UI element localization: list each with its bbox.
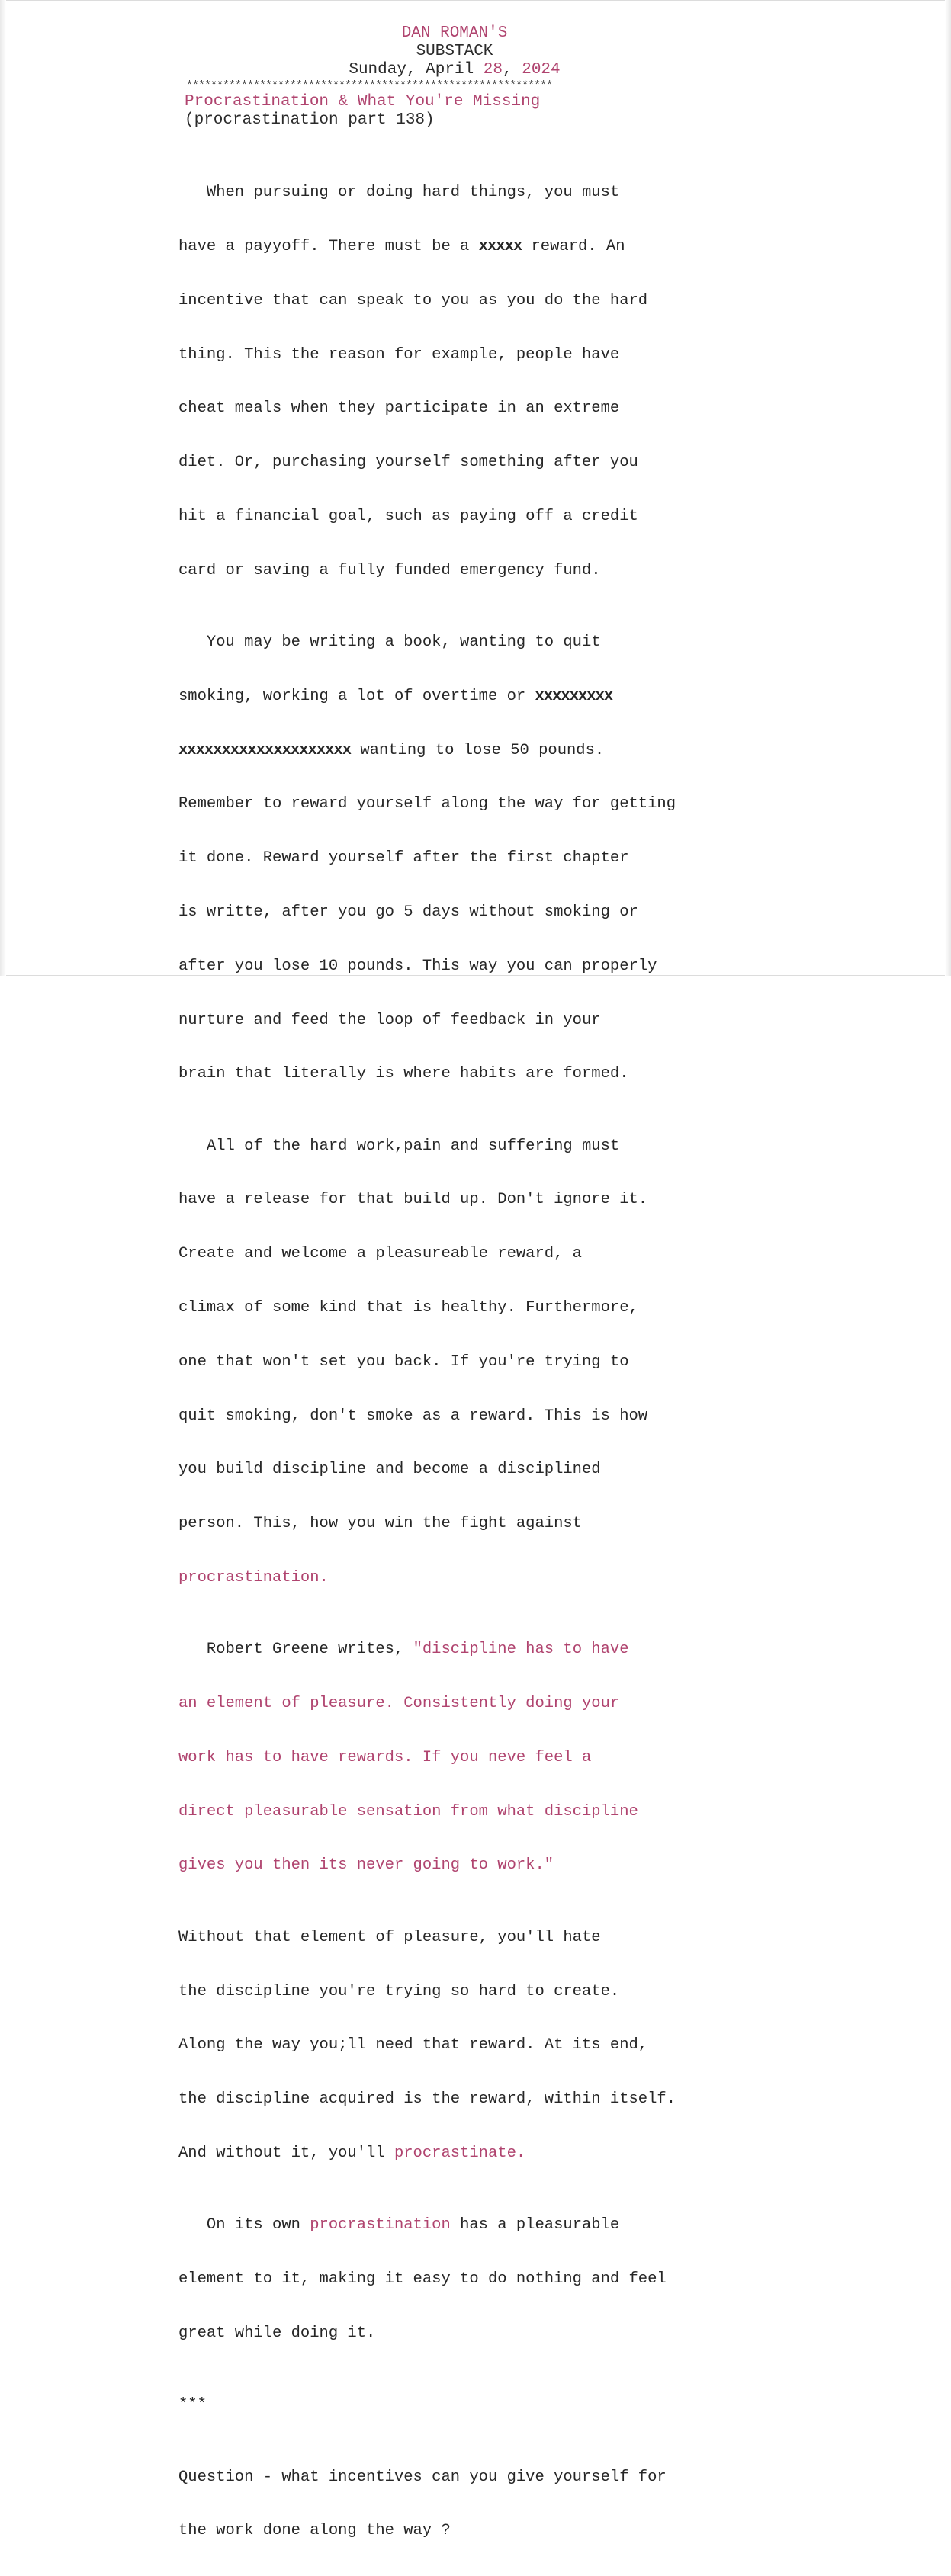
body-line: after you lose 10 pounds. This way you can properly — [178, 957, 657, 975]
post-date — [172, 61, 737, 79]
body-line — [178, 742, 775, 760]
body-line: is writte, after you go 5 days without smoking or — [178, 903, 638, 921]
body-line — [178, 2145, 775, 2163]
body-line: Along the way you;ll need that reward. At its end, — [178, 2036, 648, 2055]
body-line: All of the hard work,pain and suffering must — [178, 1137, 620, 1155]
body-line: it done. Reward yourself after the first chapter — [178, 849, 629, 868]
body-line: the discipline you're trying so hard to create. — [178, 1982, 620, 2000]
small-asterisk-divider: *** — [178, 2396, 207, 2414]
struck-text: xxxxx — [478, 237, 522, 255]
body-line: incentive that can speak to you as you do the hard — [178, 291, 648, 310]
body-text: reward. An — [522, 237, 625, 255]
body-line: You may be writing a book, wanting to quit — [178, 634, 601, 652]
body-line: When pursuing or doing hard things, you must — [178, 184, 620, 202]
body-line: climax of some kind that is healthy. Furthermore, — [178, 1299, 638, 1317]
body-text: wanting to lose 50 pounds. — [351, 741, 605, 759]
body-line: great while doing it. — [178, 2324, 376, 2342]
body-text: have a payyoff. There must be a — [178, 237, 479, 255]
body-text: smoking, working a lot of overtime or — [178, 687, 535, 705]
body-line — [178, 2216, 775, 2234]
question-line: Question - what incentives can you give yourself for — [178, 2468, 667, 2486]
body-line: hit a financial goal, such as paying off a credit — [178, 507, 638, 525]
body-line: quit smoking, don't smoke as a reward. This is how — [178, 1407, 648, 1425]
body-line: Remember to reward yourself along the way for getting — [178, 795, 676, 813]
body-line: diet. Or, purchasing yourself something after you — [178, 454, 638, 472]
post-heading — [185, 93, 775, 130]
publication-name: SUBSTACK — [416, 43, 493, 60]
typed-letter — [172, 24, 775, 2576]
body-line: person. This, how you win the fight against — [178, 1515, 582, 1533]
quote-line: work has to have rewards. If you neve feel a — [178, 1748, 592, 1766]
body-line: card or saving a fully funded emergency fund. — [178, 561, 601, 579]
body-line: one that won't set you back. If you're trying to — [178, 1352, 629, 1371]
body-line: have a release for that build up. Don't ignore it. — [178, 1191, 648, 1209]
date-day: 28 — [483, 61, 503, 79]
author-name: DAN ROMAN'S — [401, 24, 508, 42]
struck-text: xxxxxxxxxxxxxxxxxxxx — [178, 741, 352, 759]
body-line: procrastination. — [178, 1568, 329, 1586]
body-line: cheat meals when they participate in an extreme — [178, 399, 620, 418]
post-subtitle: (procrastination part 138) — [185, 111, 435, 129]
quote-line: gives you then its never going to work." — [178, 1856, 554, 1875]
body-line: Without that element of pleasure, you'll hate — [178, 1928, 601, 1946]
body-text: has a pleasurable — [450, 2216, 620, 2234]
body-line — [178, 688, 775, 706]
page-edge-left — [0, 0, 6, 976]
struck-text: xxxxxxxxx — [535, 687, 613, 705]
highlight-word: procrastinate. — [394, 2144, 526, 2162]
masthead — [172, 24, 737, 79]
body-line: element to it, making it easy to do nothing and feel — [178, 2270, 667, 2289]
quote-text: "discipline has to have — [413, 1641, 629, 1659]
post-title: Procrastination & What You're Missing — [185, 93, 541, 111]
body-line — [178, 238, 775, 256]
body-line: Create and welcome a pleasureable reward, a — [178, 1245, 582, 1263]
body-line: you build discipline and become a disciplined — [178, 1461, 601, 1479]
question-line: the work done along the way ? — [178, 2522, 451, 2540]
body-line — [178, 1641, 775, 1659]
date-year: 2024 — [522, 61, 561, 79]
body-line: brain that literally is where habits are formed. — [178, 1065, 629, 1083]
body-text: On its own — [178, 2216, 310, 2234]
body-line: thing. This the reason for example, people have — [178, 345, 620, 364]
date-separator: , — [503, 61, 522, 79]
body-line: nurture and feed the loop of feedback in your — [178, 1011, 601, 1029]
quote-line: an element of pleasure. Consistently doing your — [178, 1695, 620, 1713]
asterisk-divider: ************************************************************ — [186, 79, 553, 92]
date-weekday-month: Sunday, April — [349, 61, 484, 79]
body-line: the discipline acquired is the reward, within itself. — [178, 2090, 676, 2109]
quote-line: direct pleasurable sensation from what discipline — [178, 1802, 638, 1821]
page-edge-right — [945, 0, 951, 976]
body-text: Robert Greene writes, — [178, 1641, 413, 1659]
highlight-word: procrastination — [310, 2216, 451, 2234]
body-text: And without it, you'll — [178, 2144, 394, 2162]
post-body — [178, 148, 775, 2576]
